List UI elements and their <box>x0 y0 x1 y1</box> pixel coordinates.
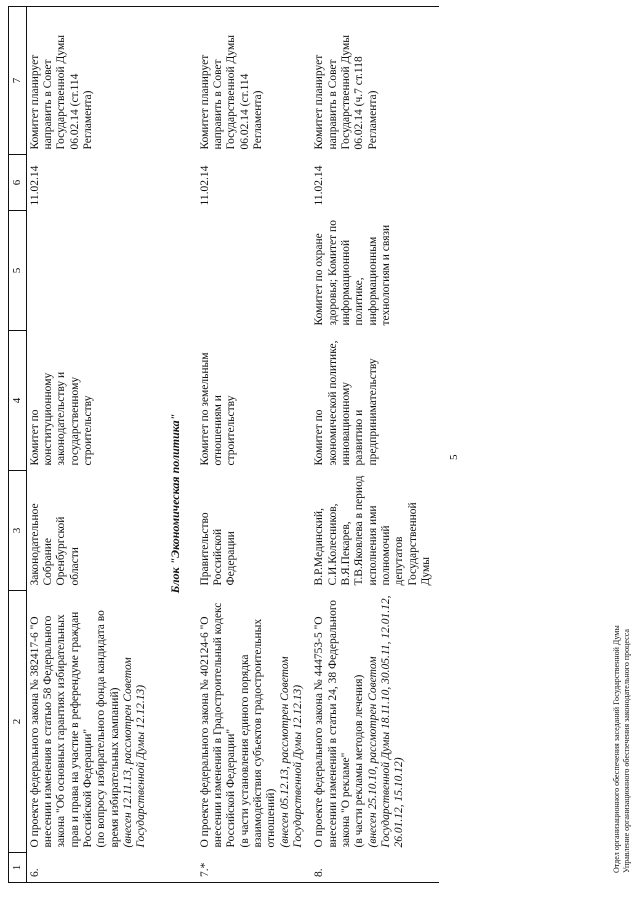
column-number: 1 <box>9 853 27 883</box>
bill-title: О проекте федерального закона № 382417-6 "О внесении изменения в статью 58 Федерального закона "Об основных гарантиях избирательных прав и права на участие в референдуме граждан Российской Федерации" <box>28 611 95 848</box>
bill-author: Законодательное Собрание Оренбургской области <box>28 503 81 586</box>
responsible-committee: Комитет по земельным отношениям и строительству <box>198 352 238 466</box>
row-number: 8. <box>311 853 439 883</box>
column-number: 5 <box>9 211 27 331</box>
bill-note: (в части установления единого порядка взаимодействия субъектов градостроительных отношений) <box>238 618 278 848</box>
review-date: 11.02.14 <box>28 165 41 206</box>
column-number: 7 <box>9 7 27 155</box>
bill-description-cell <box>26 591 154 853</box>
page-number: 5 <box>448 454 460 460</box>
bill-title: О проекте федерального закона № 444753-5 "О внесении изменений в статьи 24, 38 Федерального закона "О рекламе" <box>313 600 352 848</box>
co-committee: Комитет по охране здоровья; Комитет по информационной политике, информационным технологиям и связи <box>313 220 392 326</box>
co-committee <box>26 211 154 331</box>
agenda-table <box>8 6 439 883</box>
footer <box>612 625 632 873</box>
status-note: Комитет планирует направить в Совет Государственной Думы 06.02.14 (ст.114 Регламента) <box>26 7 154 155</box>
review-date: 11.02.14 <box>198 165 211 206</box>
bill-history: (внесен 05.12.13, рассмотрен Советом Государственной Думы 12.12.13) <box>278 656 304 848</box>
column-number: 3 <box>9 471 27 591</box>
bill-description-cell <box>311 591 439 853</box>
table-row <box>26 7 154 883</box>
status-note: Комитет планирует направить в Совет Государственной Думы 06.02.14 (ст.114 Регламента) <box>197 7 312 155</box>
bill-title: О проекте федерального закона № 402124-6 "О внесении изменений в Градостроительный кодекс Российской Федерации" <box>198 602 238 848</box>
bill-author: Правительство Российской Федерации <box>198 512 238 586</box>
bill-note: (в части рекламы методов лечения) <box>353 674 366 848</box>
status-note: Комитет планирует направить в Совет Государственной Думы 06.02.14 (ч.7 ст.118 Регламента) <box>311 7 439 155</box>
bill-history: (внесен 25.10.10, рассмотрен Советом Государственной Думы 18.11.10, 30.05.11, 12.01.12, 26.01.12, 15.10.12) <box>366 595 406 848</box>
column-number: 4 <box>9 331 27 471</box>
table-row <box>197 7 312 883</box>
row-number: 6. <box>26 853 154 883</box>
table-row <box>311 7 439 883</box>
bill-history: (внесен 12.11.13, рассмотрен Советом Государственной Думы 12.12.13) <box>122 657 148 848</box>
bill-note: (по вопросу избирательного фонда кандидата во время избирательных кампаний) <box>95 610 121 848</box>
footer-line: Управление организационного обеспечения законодательного процесса <box>622 629 631 873</box>
co-committee <box>197 211 312 331</box>
responsible-committee: Комитет по конституционному законодательству и государственному строительству <box>28 371 95 466</box>
bill-description-cell <box>197 591 312 853</box>
column-number-row <box>9 7 27 883</box>
column-number: 6 <box>9 155 27 211</box>
footer-line: Отдел организационного обеспечения заседаний Государственной Думы <box>612 625 621 873</box>
block-heading-row <box>155 7 197 883</box>
responsible-committee: Комитет по экономической политике, инновационному развитию и предпринимательству <box>313 340 379 466</box>
row-number: 7.* <box>197 853 312 883</box>
bill-author: В.Р.Мединский, С.И.Колесников, В.Я.Пекарев, Т.В.Яковлева в период исполнения ими полномочий депутатов Государственной Думы <box>313 475 432 586</box>
block-title: Блок "Экономическая политика" <box>167 413 182 594</box>
review-date: 11.02.14 <box>313 165 326 206</box>
column-number: 2 <box>9 591 27 853</box>
